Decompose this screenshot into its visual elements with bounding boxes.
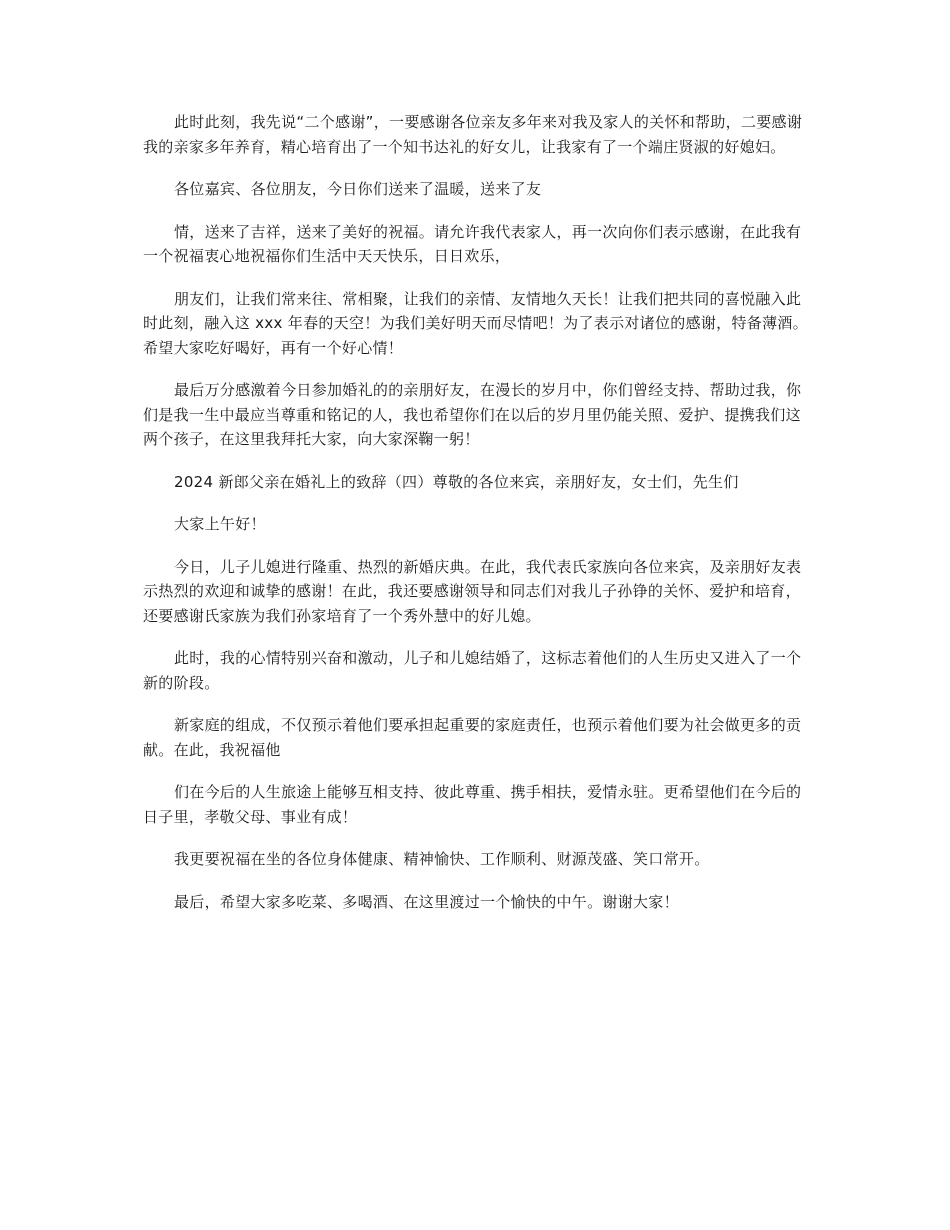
- paragraph: 最后万分感激着今日参加婚礼的的亲朋好友，在漫长的岁月中，你们曾经支持、帮助过我，你们是我一生中最应当尊重和铭记的人，我也希望你们在以后的岁月里仍能关照、爱护、提携我们这两个孩子，在这里我拜托大家，向大家深鞠一躬！: [143, 381, 802, 448]
- paragraph: 大家上午好！: [174, 515, 266, 533]
- paragraph: 新家庭的组成，不仅预示着他们要承担起重要的家庭责任，也预示着他们要为社会做更多的贡献。在此，我祝福他: [143, 716, 802, 759]
- paragraph: 此时此刻，我先说“二个感谢”，一要感谢各位亲友多年来对我及家人的关怀和帮助，二要感谢我的亲家多年养育，精心培育出了一个知书达礼的好女儿，让我家有了一个端庄贤淑的好媳妇。: [143, 113, 803, 156]
- paragraph: 今日，儿子儿媳进行隆重、热烈的新婚庆典。在此，我代表氏家族向各位来宾，及亲朋好友表示热烈的欢迎和诚挚的感谢！在此，我还要感谢领导和同志们对我儿子孙铮的关怀、爱护和培育，还要感谢氏家族为我们孙家培育了一个秀外慧中的好儿媳。: [143, 557, 802, 625]
- paragraph: 我更要祝福在坐的各位身体健康、精神愉快、工作顺利、财源茂盛、笑口常开。: [174, 850, 710, 868]
- paragraph: 此时，我的心情特别兴奋和激动，儿子和儿媳结婚了，这标志着他们的人生历史又进入了一个新的阶段。: [143, 649, 802, 692]
- paragraph: 朋友们，让我们常来往、常相聚，让我们的亲情、友情地久天长！让我们把共同的喜悦融入此时此刻，融入这 xxx 年春的天空！为我们美好明天而尽情吧！为了表示对诸位的感谢，特备薄酒。希望大家吃好喝好，再有一个好心情！: [143, 289, 808, 357]
- paragraph: 情，送来了吉祥，送来了美好的祝福。请允许我代表家人，再一次向你们表示感谢，在此我有一个祝福衷心地祝福你们生活中天天快乐，日日欢乐，: [143, 222, 802, 265]
- paragraph: 最后，希望大家多吃菜、多喝酒、在这里渡过一个愉快的中午。谢谢大家！: [174, 892, 679, 911]
- paragraph: 2024 新郎父亲在婚礼上的致辞（四）尊敬的各位来宾，亲朋好友，女士们，先生们: [174, 472, 739, 491]
- paragraph: 各位嘉宾、各位朋友，今日你们送来了温暖，送来了友: [174, 180, 542, 198]
- paragraph: 们在今后的人生旅途上能够互相支持、彼此尊重、携手相扶，爱情永驻。更希望他们在今后的日子里，孝敬父母、事业有成！: [143, 783, 802, 826]
- document-body: [143, 110, 813, 932]
